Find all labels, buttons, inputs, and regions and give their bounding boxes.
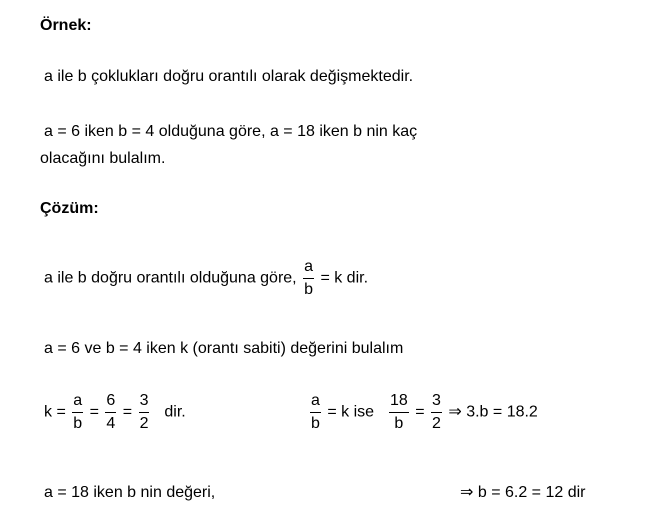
equals-sign: = [415,403,425,421]
k-suffix: dir. [164,403,186,421]
r-fraction-1 [310,392,321,433]
k-fraction-3 [139,392,150,433]
solution-line-2: a = 6 ve b = 4 iken k (orantı sabiti) değerini bulalım [44,340,404,357]
fraction-numerator: 3 [431,392,442,413]
fraction-denominator: b [311,415,320,432]
ratio-fraction [303,258,314,299]
fraction-denominator: 2 [432,415,441,432]
fraction-denominator: b [394,415,404,432]
ratio-equation [308,392,538,433]
fraction-denominator: b [73,415,83,432]
solution-heading: Çözüm: [40,200,99,217]
fraction-numerator: 18 [389,392,409,413]
fraction-denominator: 2 [139,415,149,432]
solution-line-1-tail: = k dir. [320,269,369,287]
fraction-numerator: 6 [105,392,116,413]
fraction-numerator: a [310,392,321,413]
r-fraction-3 [431,392,442,433]
example-heading: Örnek: [40,17,92,34]
fraction-numerator: 3 [139,392,150,413]
ratio-mid-text: = k ise [327,403,375,421]
r-fraction-2 [389,392,409,433]
solution-line-1-text: a ile b doğru orantılı olduğuna göre, [44,269,297,287]
k-fraction-1 [72,392,83,433]
fraction-numerator: a [303,258,314,279]
fraction-numerator: a [72,392,83,413]
last-line-right: ⇒ b = 6.2 = 12 dir [460,484,586,501]
k-equation [44,392,186,433]
fraction-denominator: b [304,281,313,298]
problem-line-1: a ile b çoklukları doğru orantılı olarak değişmektedir. [44,68,414,85]
k-prefix: k = [44,403,66,421]
equals-sign: = [122,403,133,421]
fraction-denominator: 4 [106,415,116,432]
last-line-left: a = 18 iken b nin değeri, [44,484,216,501]
k-fraction-2 [105,392,116,433]
problem-line-2: a = 6 iken b = 4 olduğuna göre, a = 18 iken b nin kaç [44,123,418,140]
equals-sign: = [89,403,99,421]
ratio-result: ⇒ 3.b = 18.2 [448,403,538,421]
solution-line-1 [44,258,368,299]
problem-line-3: olacağını bulalım. [40,150,166,167]
